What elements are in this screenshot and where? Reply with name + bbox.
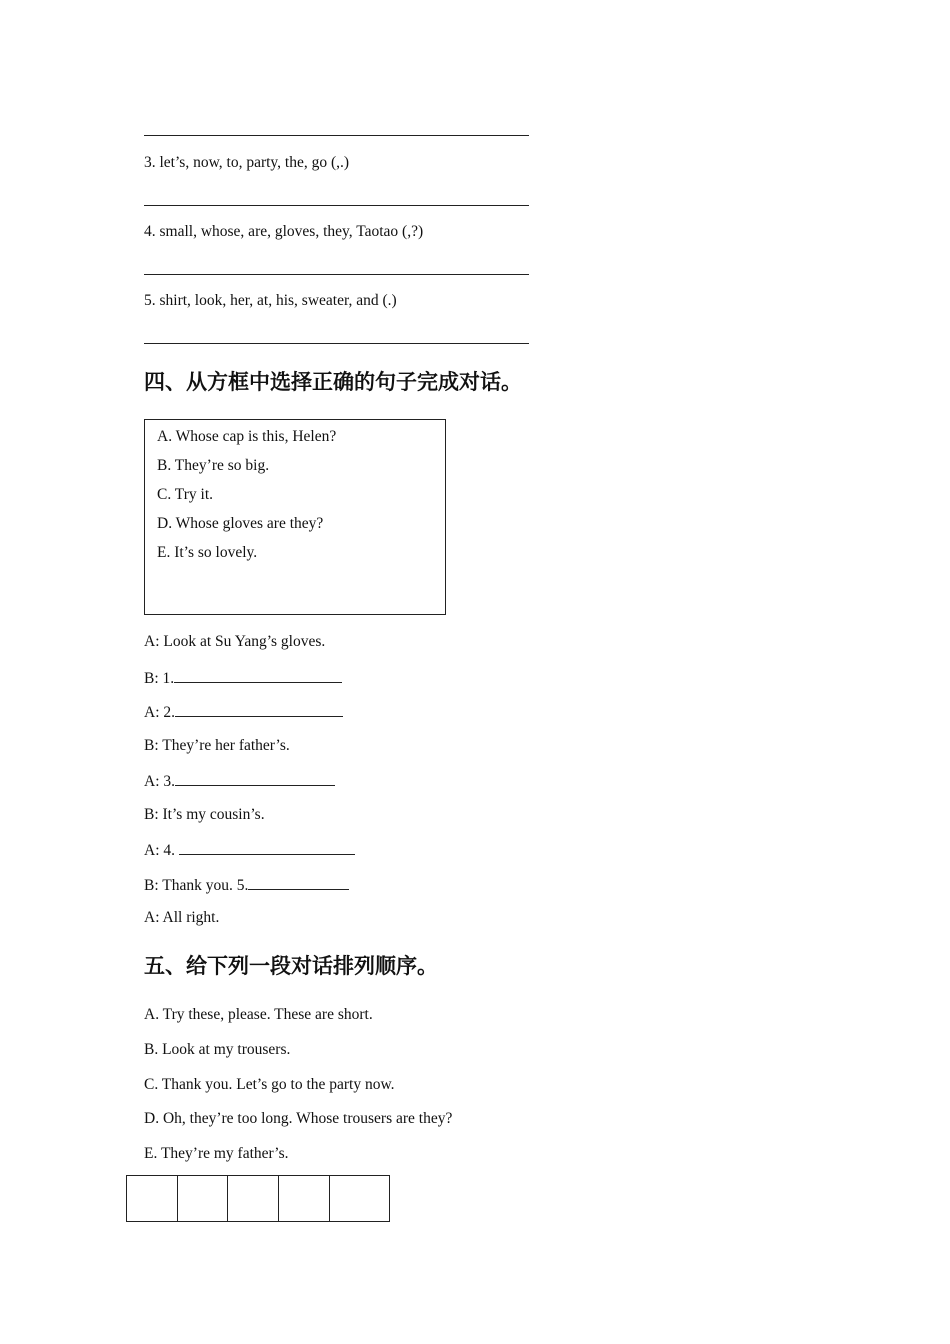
dialogue-line-6: B: It’s my cousin’s.: [144, 806, 265, 823]
answer-line-4[interactable]: [144, 274, 529, 275]
dialogue-line-3: A: 2.: [144, 701, 343, 723]
blank-1[interactable]: [174, 667, 342, 683]
option-c: C. Try it.: [157, 486, 214, 503]
blank-4[interactable]: [179, 839, 355, 855]
blank-2[interactable]: [175, 701, 343, 717]
option-a: A. Whose cap is this, Helen?: [157, 428, 337, 445]
option-d: D. Whose gloves are they?: [157, 515, 324, 532]
answer-line-2[interactable]: [144, 135, 529, 136]
order-answer-boxes: [126, 1175, 390, 1222]
order-box-2[interactable]: [178, 1176, 228, 1221]
dialogue-line-4: B: They’re her father’s.: [144, 737, 290, 754]
order-box-3[interactable]: [228, 1176, 279, 1221]
dialogue-line-5: A: 3.: [144, 770, 335, 792]
sentence-b: B. Look at my trousers.: [144, 1041, 291, 1058]
question-3: 3. let’s, now, to, party, the, go (,.): [144, 154, 350, 171]
section-5-title: 五、给下列一段对话排列顺序。: [144, 954, 438, 978]
dialogue-line-8: B: Thank you. 5.: [144, 874, 349, 896]
dialogue-line-7: A: 4.: [144, 839, 355, 861]
question-5: 5. shirt, look, her, at, his, sweater, and (.): [144, 292, 397, 309]
option-e: E. It’s so lovely.: [157, 544, 258, 561]
options-box: [144, 419, 446, 615]
order-box-1[interactable]: [127, 1176, 178, 1221]
dialogue-line-9: A: All right.: [144, 909, 220, 926]
blank-5[interactable]: [248, 874, 349, 890]
dialogue-line-2: B: 1.: [144, 667, 342, 689]
sentence-a: A. Try these, please. These are short.: [144, 1006, 373, 1023]
blank-3[interactable]: [175, 770, 335, 786]
section-4-title: 四、从方框中选择正确的句子完成对话。: [144, 370, 522, 394]
dialogue-line-1: A: Look at Su Yang’s gloves.: [144, 633, 326, 650]
sentence-c: C. Thank you. Let’s go to the party now.: [144, 1076, 395, 1093]
question-4: 4. small, whose, are, gloves, they, Taotao (,?): [144, 223, 424, 240]
option-b: B. They’re so big.: [157, 457, 270, 474]
sentence-d: D. Oh, they’re too long. Whose trousers are they?: [144, 1110, 453, 1127]
order-box-4[interactable]: [279, 1176, 330, 1221]
sentence-e: E. They’re my father’s.: [144, 1145, 289, 1162]
answer-line-5[interactable]: [144, 343, 529, 344]
order-box-5[interactable]: [330, 1176, 389, 1221]
answer-line-3[interactable]: [144, 205, 529, 206]
